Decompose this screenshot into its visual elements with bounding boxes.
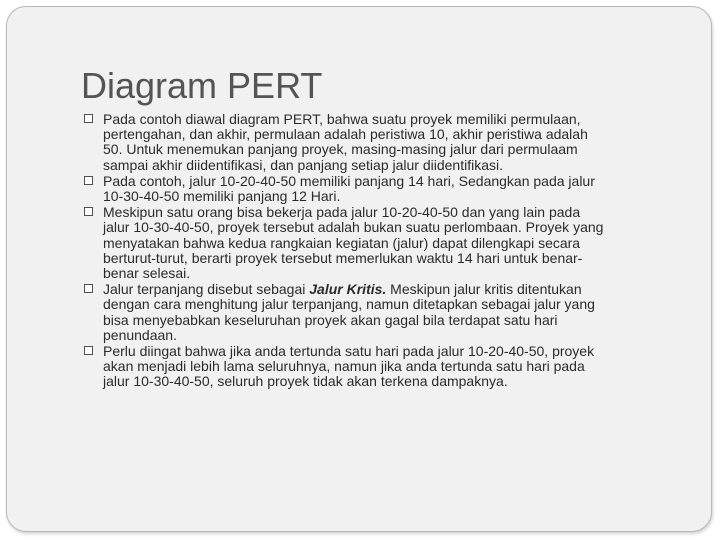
square-bullet-icon [84, 207, 93, 216]
bullet-item [83, 282, 683, 343]
bullet-line: 50. Untuk menemukan panjang proyek, masing-masing jalur dari permulaam [103, 141, 578, 158]
bullet-line: Pada contoh, jalur 10-20-40-50 memiliki panjang 14 hari, Sedangkan pada jalur [103, 172, 595, 189]
bullet-item [83, 344, 683, 390]
bullet-line: akan menjadi lebih lama seluruhnya, namun jika anda tertunda satu hari pada [103, 358, 585, 375]
bullet-item [83, 205, 683, 281]
bullet-line: Meskipun satu orang bisa bekerja pada jalur 10-20-40-50 dan yang lain pada [103, 204, 581, 221]
square-bullet-icon [84, 114, 93, 123]
bullet-line: pertengahan, dan akhir, permulaan adalah peristiwa 10, akhir peristiwa adalah [103, 126, 588, 143]
slide-title: Diagram PERT [81, 65, 323, 106]
bullet-line: dengan cara menghitung jalur terpanjang, namun ditetapkan sebagai jalur yang [103, 296, 595, 313]
bullet-line: berturut-turut, berarti proyek tersebut memerlukan waktu 14 hari untuk benar- [103, 249, 583, 266]
bullet-line: 10-30-40-50 memiliki panjang 12 Hari. [103, 188, 341, 205]
square-bullet-icon [84, 284, 93, 293]
bullet-line: bisa menyebabkan keseluruhan proyek akan gagal bila terdapat satu hari [103, 311, 558, 328]
bullet-line: menyatakan bahwa kedua rangkaian kegiatan (jalur) dapat dilengkapi secara [103, 234, 581, 251]
bullet-line: jalur 10-30-40-50, seluruh proyek tidak akan terkena dampaknya. [103, 373, 508, 390]
slide [6, 6, 712, 532]
bullet-item [83, 174, 683, 204]
bullet-item [83, 112, 683, 173]
bullet-line: jalur 10-30-40-50, proyek tersebut adalah bukan suatu perlombaan. Proyek yang [103, 219, 604, 236]
bullet-line: benar selesai. [103, 265, 191, 282]
bullet-line: penundaan. [103, 326, 177, 343]
bullet-line: Pada contoh diawal diagram PERT, bahwa suatu proyek memiliki permulaan, [103, 111, 581, 127]
bullet-line-with-emphasis [103, 282, 683, 297]
bullet-list [83, 112, 683, 391]
bullet-line: Perlu diingat bahwa jika anda tertunda satu hari pada jalur 10-20-40-50, proyek [103, 343, 595, 360]
critical-path-term: Jalur Kritis. [309, 281, 387, 298]
bullet-line: sampai akhir diidentifikasi, dan panjang setiap jalur diidentifikasi. [103, 156, 504, 173]
bullet-text: Meskipun jalur kritis ditentukan [386, 281, 582, 298]
square-bullet-icon [84, 176, 93, 185]
bullet-text: Jalur terpanjang disebut sebagai [103, 281, 310, 298]
square-bullet-icon [84, 346, 93, 355]
